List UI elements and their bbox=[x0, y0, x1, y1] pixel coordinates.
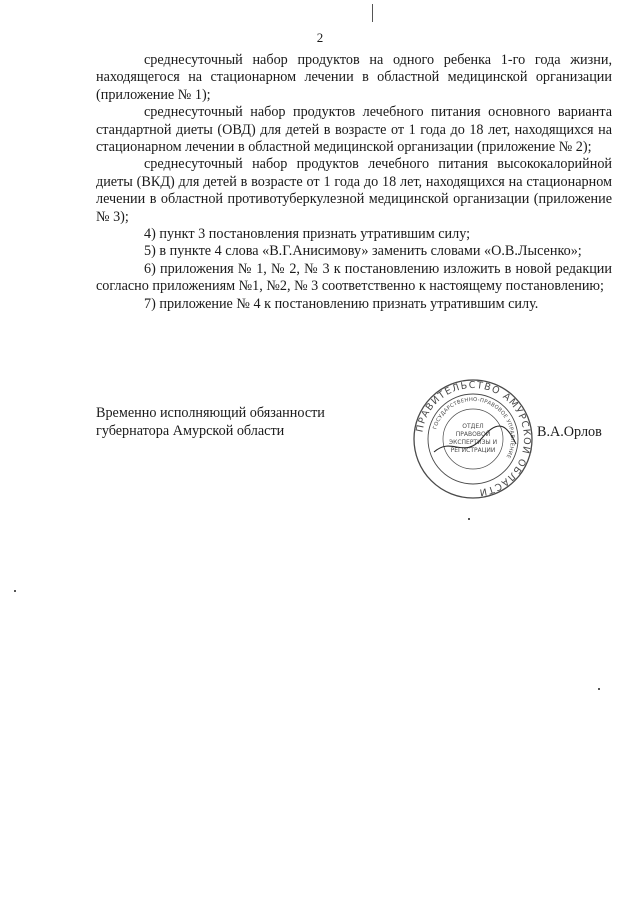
seal-outer-text: ПРАВИТЕЛЬСТВО АМУРСКОЙ ОБЛАСТИ bbox=[414, 379, 533, 498]
paragraph-list-item-3: среднесуточный набор продуктов лечебного питания высококалорийной диеты (ВКД) для детей в возрасте от 1 года до 18 лет, находящихся на стационарном лечении в областной противотуберкулезной медицинской организации (приложение № 3); bbox=[96, 156, 612, 225]
seal-center-line-3: ЭКСПЕРТИЗЫ И bbox=[448, 439, 498, 446]
signatory-title-line-1: Временно исполняющий обязанности bbox=[96, 405, 325, 421]
signatory-title bbox=[96, 404, 396, 440]
seal-center-line-4: РЕГИСТРАЦИИ bbox=[450, 447, 496, 454]
document-body bbox=[96, 52, 612, 313]
scan-artifact-top bbox=[372, 4, 373, 22]
paragraph-item-5: 5) в пункте 4 слова «В.Г.Анисимову» заменить словами «О.В.Лысенко»; bbox=[144, 243, 582, 260]
signatory-name: В.А.Орлов bbox=[537, 424, 602, 440]
paragraph-item-7: 7) приложение № 4 к постановлению признать утратившим силу. bbox=[144, 295, 539, 312]
official-seal bbox=[412, 378, 534, 500]
seal-center-line-2: ПРАВОВОЙ bbox=[455, 431, 491, 438]
paragraph-item-6: 6) приложения № 1, № 2, № 3 к постановлению изложить в новой редакции согласно приложениям №1, №2, № 3 соответственно к настоящему постановлению; bbox=[96, 260, 612, 295]
paragraph-item-4: 4) пункт 3 постановления признать утратившим силу; bbox=[144, 226, 471, 243]
paragraph-list-item-2: среднесуточный набор продуктов лечебного питания основного варианта стандартной диеты (ОВД) для детей в возрасте от 1 года до 18 лет, находящихся на стационарном лечении в областной медицинской организации (приложение № 2); bbox=[96, 104, 612, 156]
scan-artifact-dot bbox=[468, 518, 470, 520]
paragraph-list-item-1: среднесуточный набор продуктов на одного ребенка 1-го года жизни, находящегося на стационарном лечении в областной медицинской организации (приложение № 1); bbox=[96, 52, 612, 103]
seal-inner-ring-text: ГОСУДАРСТВЕННО-ПРАВОВОЕ УПРАВЛЕНИЕ bbox=[432, 396, 516, 460]
page-number: 2 bbox=[316, 30, 324, 45]
scan-artifact-left bbox=[14, 590, 16, 592]
signatory-title-line-2: губернатора Амурской области bbox=[96, 423, 285, 439]
scan-artifact-right bbox=[598, 688, 600, 690]
seal-center-line-1: ОТДЕЛ bbox=[462, 423, 484, 430]
